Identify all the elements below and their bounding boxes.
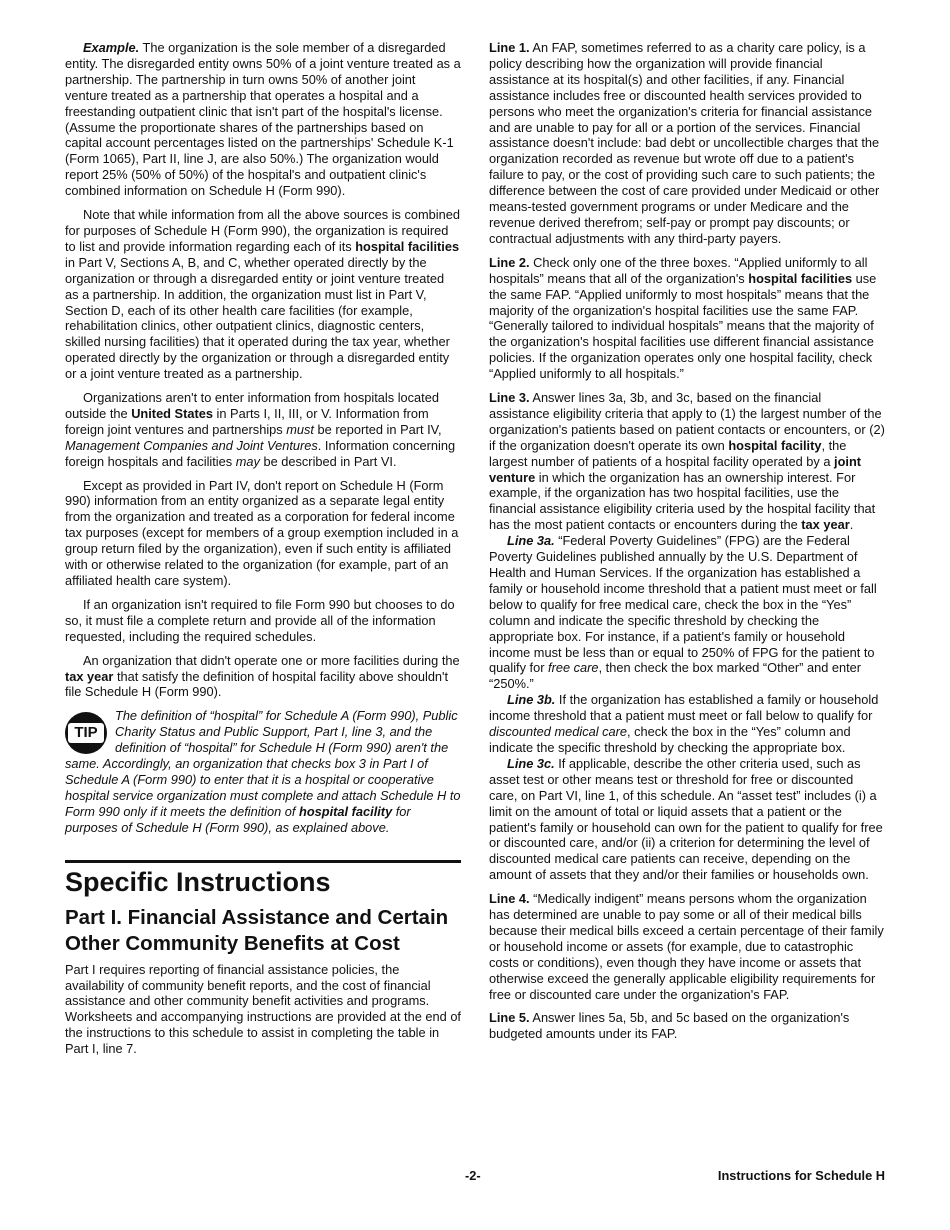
line-3-text-4: . xyxy=(849,517,854,533)
left-column xyxy=(65,40,461,1057)
tip-block xyxy=(65,708,461,835)
line-3-paragraph xyxy=(489,390,885,533)
line-3-text-3: in which the organization has an ownership interest. For example, if the organization has two hospital facilities, use the financial assistance eligibility criteria used by the hospital facility that has the most patient contacts or encounters during the xyxy=(489,469,876,533)
if-not-required-paragraph: If an organization isn't required to file Form 990 but chooses to do so, it must file a complete return and provide all of the information requested, including the required schedules. xyxy=(65,596,455,644)
organizations-paragraph xyxy=(65,390,461,470)
line-2-text-1: Check only one of the three boxes. “Applied uniformly to all hospitals” means that all of the organization's xyxy=(489,254,868,286)
orgs-term-united-states: United States xyxy=(131,405,213,421)
footer-document-title: Instructions for Schedule H xyxy=(717,1168,885,1183)
specific-instructions-heading: Specific Instructions xyxy=(65,866,331,897)
line-5-text: Answer lines 5a, 5b, and 5c based on the organization's budgeted amounts under its FAP. xyxy=(489,1010,850,1042)
line-3-text-1: Answer lines 3a, 3b, and 3c, based on the financial assistance eligibility criteria that apply to (1) the largest number of the organization's patients based on patient contacts or encounters, or (2) if the organization doesn't operate its own xyxy=(489,390,885,453)
line-3-term-joint-venture: joint venture xyxy=(489,453,862,485)
note-paragraph xyxy=(65,207,461,382)
line-3c-paragraph xyxy=(489,756,885,883)
orgs-text-5: be described in Part VI. xyxy=(263,453,397,469)
example-text: The organization is the sole member of a disregarded entity. The disregarded entity owns 50% of a joint venture treated as a partnership. The partnership in turn owns 50% of another joint venture treated as a partnership that operates a hospital and a freestanding outpatient clinic that isn't part of the hospital's license. (Assume the proportionate shares of the partnerships based on capital account percentages listed on the partnerships' Schedule K-1 (Form 1065), Part II, line J, are also 50%.) The organization would report 25% (50% of 50%) of the hospital's and outpatient clinic's combined information on Schedule H (Form 990). xyxy=(65,40,461,199)
line-2-text-2: use the same FAP. “Applied uniformly to most hospitals” means that the majority of the organization's hospital facilities use the same FAP. “Generally tailored to individual hospitals” means that the majority of the organization's hospital facilities use different financial assistance policies. If the organization operates only one hospital facility, check “Applied uniformly to all hospitals.” xyxy=(489,270,877,382)
note-text-1: Note that while information from all the above sources is combined for purposes of Schedule H (Form 990), the organization is required to list and provide information regarding each of its xyxy=(65,207,460,254)
line-2-label: Line 2. xyxy=(489,254,530,270)
line-3-term-tax-year: tax year xyxy=(801,517,850,533)
line-1-label: Line 1. xyxy=(489,40,530,55)
didnt-text-2: that satisfy the definition of hospital facility above shouldn't file Schedule H (Form 990). xyxy=(65,668,449,700)
didnt-text-1: An organization that didn't operate one or more facilities during the xyxy=(83,652,460,668)
note-text-2: in Part V, Sections A, B, and C, whether operated directly by the organization or through a disregarded entity or joint venture treated as a partnership. In addition, the organization must list in Part V, Section D, each of its other health care facilities (for example, rehabilitation clinics, other outpatient clinics, diagnostic centers, skilled nursing facilities) that it operated during the tax year, whether operated directly by the organization or through a disregarded entity or a joint venture treated as a partnership. xyxy=(65,254,450,382)
page-number: -2- xyxy=(465,1168,481,1183)
example-label: Example. xyxy=(83,40,140,55)
tip-term-hospital-facility: hospital facility xyxy=(299,803,393,819)
line-3a-free-care: free care xyxy=(548,660,599,676)
except-paragraph: Except as provided in Part IV, don't report on Schedule H (Form 990) information from an entity organized as a separate legal entity from the organization and treated as a corporation for federal income tax purposes (except for members of a group exemption included in a group return filed by the organization), even if such entity is affiliated with or otherwise related to the organization (for example, part of an affiliated health care system). xyxy=(65,477,459,588)
line-1-paragraph xyxy=(489,40,885,247)
orgs-part-iv-title: Management Companies and Joint Ventures xyxy=(65,437,318,453)
line-4-paragraph xyxy=(489,891,885,1002)
orgs-text-3: be reported in Part IV, xyxy=(317,421,442,437)
orgs-must: must xyxy=(286,421,314,437)
line-3-term-hospital-facility: hospital facility xyxy=(728,437,822,453)
tip-text-2: for purposes of Schedule H (Form 990), as explained above. xyxy=(65,803,411,835)
note-term-hospital-facilities: hospital facilities xyxy=(355,238,460,254)
part-1-heading: Part I. Financial Assistance and Certain Other Community Benefits at Cost xyxy=(65,905,449,956)
didnt-term-tax-year: tax year xyxy=(65,668,114,684)
line-2-paragraph xyxy=(489,255,885,382)
line-3a-text-2: , then check the box marked “Other” and enter “250%.” xyxy=(489,660,862,692)
line-3b-text-1: If the organization has established a family or household income threshold that a patient must meet or fall below to qualify for xyxy=(489,692,879,724)
line-4-label: Line 4. xyxy=(489,891,530,907)
line-3b-discounted-care: discounted medical care xyxy=(489,724,627,740)
didnt-operate-paragraph xyxy=(65,653,461,701)
line-3a-label: Line 3a. xyxy=(507,533,555,549)
example-paragraph xyxy=(65,40,461,199)
line-3b-text-2: , check the box in the “Yes” column and indicate the specific threshold by checking the appropriate box. xyxy=(489,724,851,755)
line-3b-label: Line 3b. xyxy=(507,692,556,708)
line-3c-label: Line 3c. xyxy=(507,755,555,771)
line-3a-text-1: “Federal Poverty Guidelines” (FPG) are the Federal Poverty Guidelines published annually by the U.S. Department of Health and Human Services. If the organization has established a family or household income threshold that a patient must meet or fall below to qualify for free medical care, check the box in the “Yes” column and indicate the specific threshold by checking the appropriate box. For instance, if a patient's family or household income must be less than or equal to 250% of FPG for the patient to qualify for xyxy=(489,533,877,676)
line-5-label: Line 5. xyxy=(489,1010,530,1026)
line-3-text-2: , the largest number of patients of a hospital facility operated by a xyxy=(489,437,847,469)
line-3b-paragraph xyxy=(489,692,885,756)
line-3c-text: If applicable, describe the other criteria used, such as asset test or other means test or threshold for free or discounted care, on Part VI, line 1, of this schedule. An “asset test” includes (i) a limit on the amount of total or liquid assets that a patient or the patient's family or household can own for the patient to qualify for free or discounted care, and/or (ii) a criterion for determining the level of discounted medical care patients can receive, depending on the amount of assets that they and/or their families or households own. xyxy=(489,755,883,883)
right-column xyxy=(489,40,885,1050)
line-2-term-hospital-facilities: hospital facilities xyxy=(748,270,853,286)
orgs-text-4: . Information concerning foreign hospitals and facilities xyxy=(65,437,456,469)
tip-text-1: The definition of “hospital” for Schedule A (Form 990), Public Charity Status and Public Support, Part I, line 3, and the definition of “hospital” for Schedule H (Form 990) aren't the same. Accordingly, an organization that checks box 3 in Part I of Schedule A (Form 990) to enter that it is a hospital or cooperative hospital service organization must complete and attach Schedule H to Form 990 only if it meets the definition of xyxy=(65,708,461,819)
orgs-text-1: Organizations aren't to enter information from hospitals located outside the xyxy=(65,390,439,421)
section-divider xyxy=(65,860,461,863)
line-3a-paragraph xyxy=(489,533,885,692)
tip-label: TIP xyxy=(68,723,104,743)
line-4-text: “Medically indigent” means persons whom the organization has determined are unable to pay some or all of their medical bills because their medical bills exceed a certain percentage of their family or household income or assets (for example, due to catastrophic costs or conditions), even though they have income or assets that otherwise exceed the generally applicable eligibility requirements for free or discounted care under the organization's FAP. xyxy=(489,891,884,1002)
orgs-text-2: in Parts I, II, III, or V. Information from foreign joint ventures and partnerships xyxy=(65,405,429,437)
part-1-intro-paragraph: Part I requires reporting of financial assistance policies, the availability of community benefit reports, and the cost of financial assistance and other community benefit activities and programs. Worksheets and accompanying instructions are provided at the end of the instructions to this schedule to assist in completing the table in Part I, line 7. xyxy=(65,961,461,1057)
orgs-may: may xyxy=(235,453,260,469)
line-1-text: An FAP, sometimes referred to as a charity care policy, is a policy describing how the organization will provide financial assistance at its hospital(s) and other facilities, if any. Financial assistance includes free or discounted health services provided to persons who meet the organization's criteria for financial assistance and are unable to pay for all or a portion of the services. Financial assistance doesn't include: bad debt or uncollectible charges that the organization recorded as revenue but wrote off due to a patient's failure to pay, or the cost of providing such care to such patients; the difference between the cost of care provided under Medicaid or other means-tested government programs or under Medicare and the revenue derived therefrom; self-pay or prompt pay discounts; or contractual adjustments with any third-party payers. xyxy=(489,40,880,246)
line-3-label: Line 3. xyxy=(489,390,530,406)
line-5-paragraph xyxy=(489,1010,885,1042)
tip-icon xyxy=(65,712,107,754)
